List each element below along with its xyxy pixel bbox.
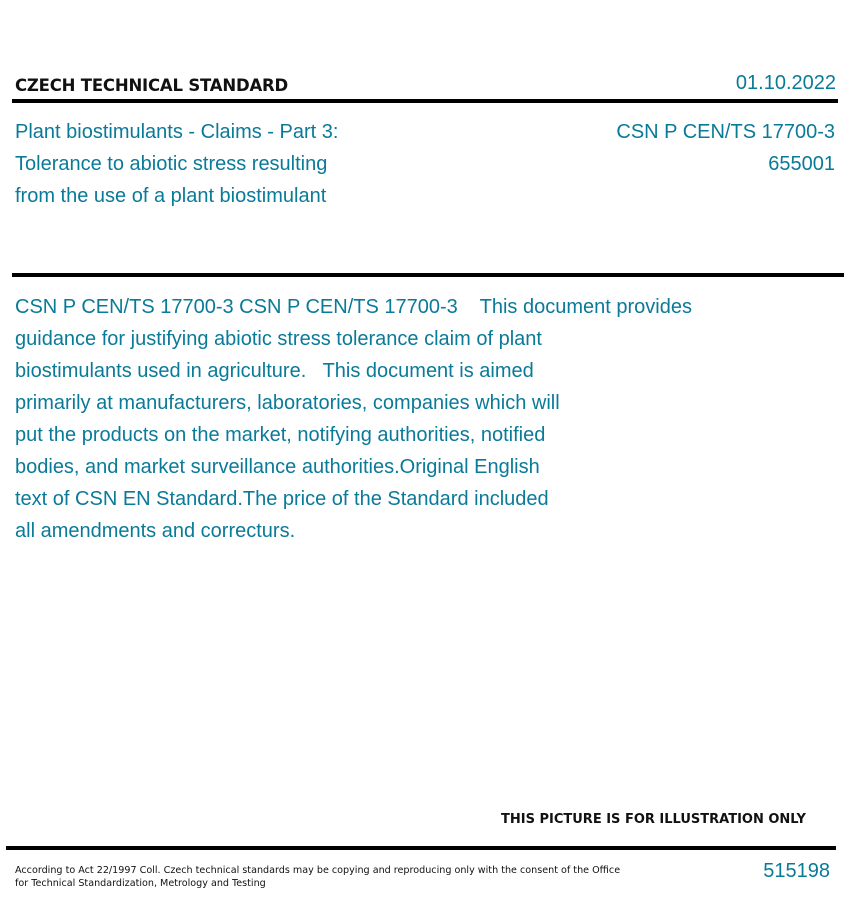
class-number: 655001 [768,153,835,175]
illustration-notice: THIS PICTURE IS FOR ILLUSTRATION ONLY [501,812,806,827]
standard-code: CSN P CEN/TS 17700-3 [616,121,835,143]
document-title [15,116,395,212]
legal-line: for Technical Standardization, Metrology and Testing [15,878,266,889]
standard-codes [616,116,835,180]
abstract-line: bodies, and market surveillance authorities.Original English [15,456,540,478]
footer-rule [6,846,836,850]
header-rule [12,99,838,103]
abstract-line: text of CSN EN Standard.The price of the Standard included [15,488,549,510]
abstract-line: guidance for justifying abiotic stress tolerance claim of plant [15,328,542,350]
abstract-line: put the products on the market, notifying authorities, notified [15,424,546,446]
abstract-line: biostimulants used in agriculture. This document is aimed [15,360,534,382]
standard-type-label: CZECH TECHNICAL STANDARD [15,76,289,95]
abstract-line: CSN P CEN/TS 17700-3 CSN P CEN/TS 17700-3 This document provides [15,296,692,318]
legal-line: According to Act 22/1997 Coll. Czech technical standards may be copying and reproducing only with the consent of the Office [15,865,621,876]
title-line: Tolerance to abiotic stress resulting [15,153,328,175]
abstract-line: all amendments and correcturs. [15,520,296,542]
publication-date: 01.10.2022 [735,72,836,94]
catalog-number: 515198 [763,860,830,882]
section-rule [12,273,844,277]
legal-notice [15,864,621,890]
abstract-text [15,291,755,547]
title-line: Plant biostimulants - Claims - Part 3: [15,121,339,143]
abstract-line: primarily at manufacturers, laboratories, companies which will [15,392,560,414]
title-line: from the use of a plant biostimulant [15,185,327,207]
